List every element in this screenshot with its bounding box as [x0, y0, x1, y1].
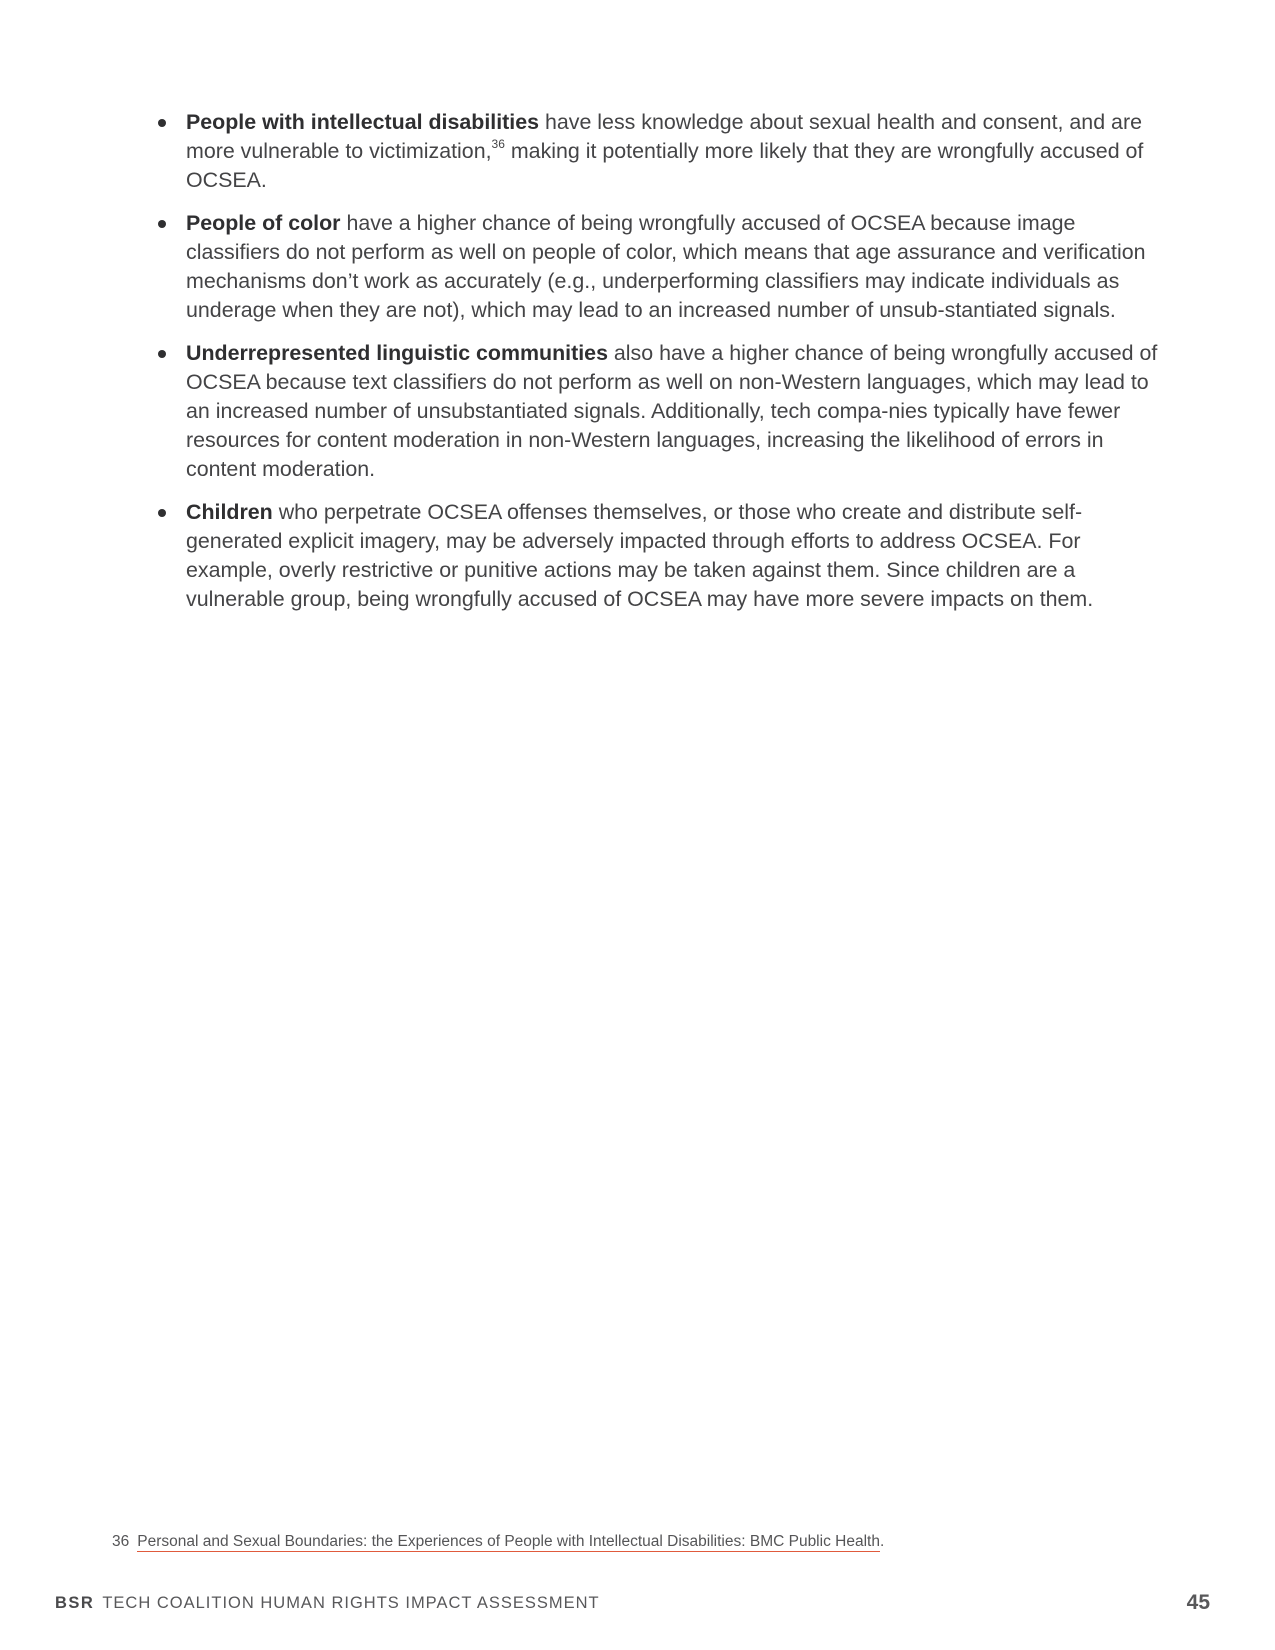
bullet-text: have less knowledge about sexual health and consent, and are more vulnerable to victimization, [186, 110, 1142, 163]
bullet-text: who perpetrate OCSEA offenses themselves, or those who create and distribute self-generated explicit imagery, may be adversely impacted through efforts to address OCSEA. For example, overly restrictive or punitive actions may be taken against them. Since children are a vulnerable group, being wrongfully accused of OCSEA may have more severe impacts on them. [186, 500, 1094, 611]
bullet-children [150, 498, 1170, 614]
bullet-lead: People of color [186, 211, 341, 235]
bullet-lead: Underrepresented linguistic communities [186, 341, 608, 365]
footnote [112, 1533, 884, 1551]
footnote-trailing-punctuation: . [879, 1533, 885, 1550]
bullet-linguistic-communities [150, 339, 1170, 484]
bullet-lead: People with intellectual disabilities [186, 110, 540, 134]
bullet-people-of-color [150, 209, 1170, 325]
bullet-dot-icon [158, 119, 166, 127]
bullet-list [150, 108, 1170, 628]
page-footer [55, 1588, 1210, 1618]
bullet-text: have a higher chance of being wrongfully accused of OCSEA because image classifiers do not perform as well on people of color, which means that age assurance and verification mechanisms don’t work as accurately (e.g., underperforming classifiers may indicate individuals as underage when they are not), which may lead to an increased number of unsub-stantiated signals. [186, 211, 1146, 322]
footnote-link[interactable]: Personal and Sexual Boundaries: the Experiences of People with Intellectual Disabilities: BMC Public Health [137, 1533, 880, 1550]
page-number: 45 [1186, 1591, 1210, 1614]
footer-document-title: TECH COALITION HUMAN RIGHTS IMPACT ASSESSMENT [102, 1593, 600, 1612]
bullet-dot-icon [158, 350, 166, 358]
bullet-text: also have a higher chance of being wrongfully accused of OCSEA because text classifiers do not perform as well on non-Western languages, which may lead to an increased number of unsubstantiated signals. Additionally, tech compa-nies typically have fewer resources for content moderation in non-Western languages, increasing the likelihood of errors in content moderation. [186, 341, 1158, 481]
bullet-intellectual-disabilities [150, 108, 1170, 195]
footer-title-group [55, 1594, 600, 1613]
bullet-lead: Children [186, 500, 273, 524]
bullet-text-continued: making it potentially more likely that they are wrongfully accused of OCSEA. [186, 139, 1144, 192]
bullet-dot-icon [158, 509, 166, 517]
bullet-dot-icon [158, 220, 166, 228]
footnote-reference[interactable]: 36 [491, 136, 505, 151]
footnote-number: 36 [112, 1533, 130, 1550]
footer-brand: BSR [55, 1593, 95, 1612]
